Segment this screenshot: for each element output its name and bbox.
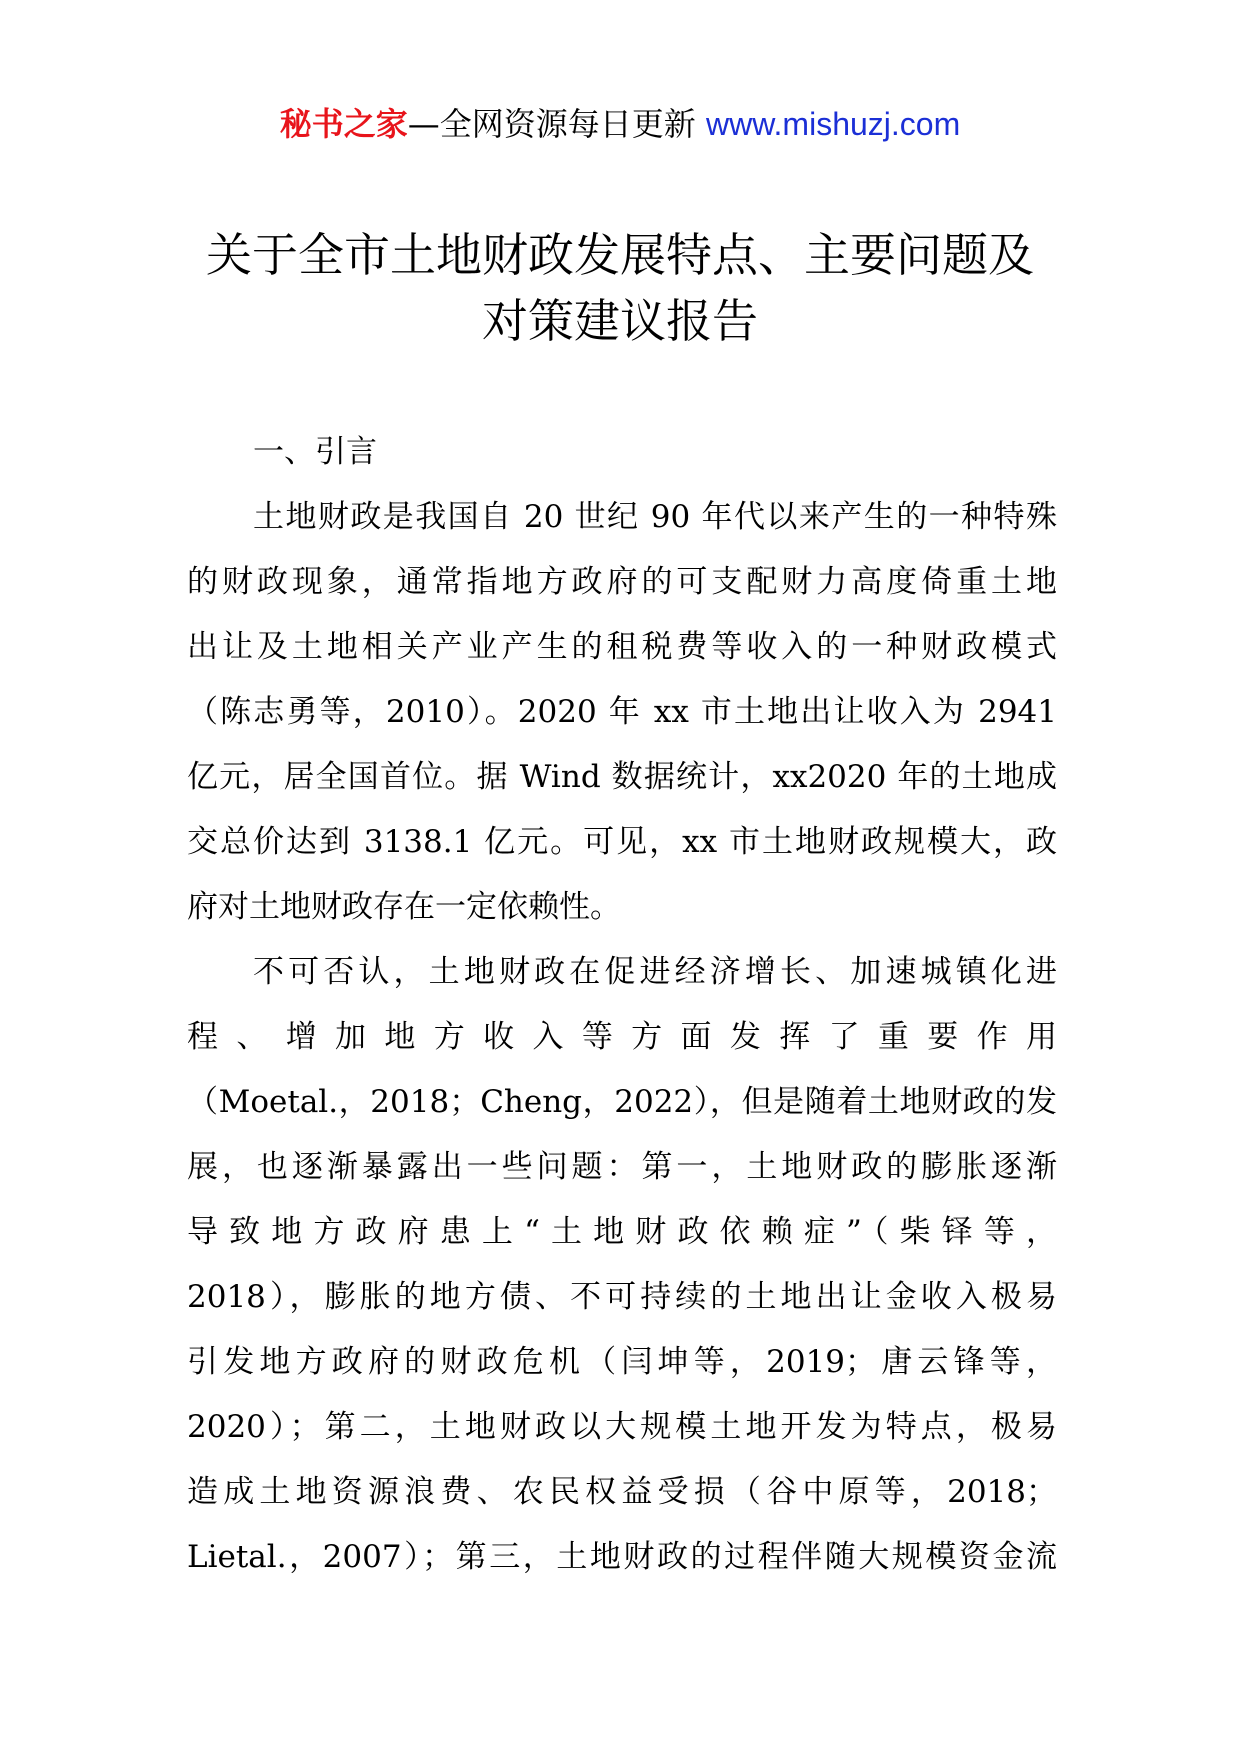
paragraph-2-line: Lietal.，2007）；第三，土地财政的过程伴随大规模资金流 [187, 1539, 1057, 1575]
paragraph-2-line: （Moetal.，2018；Cheng，2022），但是随着土地财政的发 [187, 1084, 1057, 1120]
document-title [120, 222, 1120, 354]
paragraph-1-line: 出让及土地相关产业产生的租税费等收入的一种财政模式 [187, 629, 1057, 665]
header-tagline: —全网资源每日更新 [407, 105, 696, 143]
paragraph-2-line: 不可否认，土地财政在促进经济增长、加速城镇化进 [253, 954, 1057, 990]
document-body [187, 420, 1057, 1590]
paragraph-1-line: 的财政现象，通常指地方政府的可支配财力高度倚重土地 [187, 564, 1057, 600]
site-url-link[interactable]: www.mishuzj.com [705, 106, 961, 142]
title-line-1: 关于全市土地财政发展特点、主要问题及 [206, 228, 1034, 282]
paragraph-1-line: 亿元，居全国首位。据 Wind 数据统计，xx2020 年的土地成 [187, 759, 1057, 795]
section-heading: 一、引言 [253, 434, 377, 470]
brand-name: 秘书之家 [279, 105, 408, 143]
paragraph-2-line: 2020）；第二，土地财政以大规模土地开发为特点，极易 [187, 1409, 1057, 1445]
paragraph-2-line: 展，也逐渐暴露出一些问题：第一，土地财政的膨胀逐渐 [187, 1149, 1057, 1185]
paragraph-1-line: （陈志勇等，2010）。2020 年 xx 市土地出让收入为 2941 [187, 694, 1057, 730]
paragraph-2-line: 造成土地资源浪费、农民权益受损（谷中原等，2018； [187, 1474, 1057, 1510]
paragraph-1-line: 交总价达到 3138.1 亿元。可见，xx 市土地财政规模大，政 [187, 824, 1057, 860]
title-line-2: 对策建议报告 [482, 294, 758, 348]
paragraph-2-line: 2018），膨胀的地方债、不可持续的土地出让金收入极易 [187, 1279, 1057, 1315]
paragraph-2-line: 程 、 增 加 地 方 收 入 等 方 面 发 挥 了 重 要 作 用 [187, 1019, 1057, 1055]
site-header [0, 100, 1240, 148]
paragraph-2-line: 导致地方政府患上“土地财政依赖症”（柴铎等， [187, 1214, 1057, 1250]
paragraph-2-line: 引发地方政府的财政危机（闫坤等，2019；唐云锋等， [187, 1344, 1057, 1380]
paragraph-1-line: 土地财政是我国自 20 世纪 90 年代以来产生的一种特殊 [253, 499, 1057, 535]
paragraph-1-line: 府对土地财政存在一定依赖性。 [187, 889, 621, 925]
